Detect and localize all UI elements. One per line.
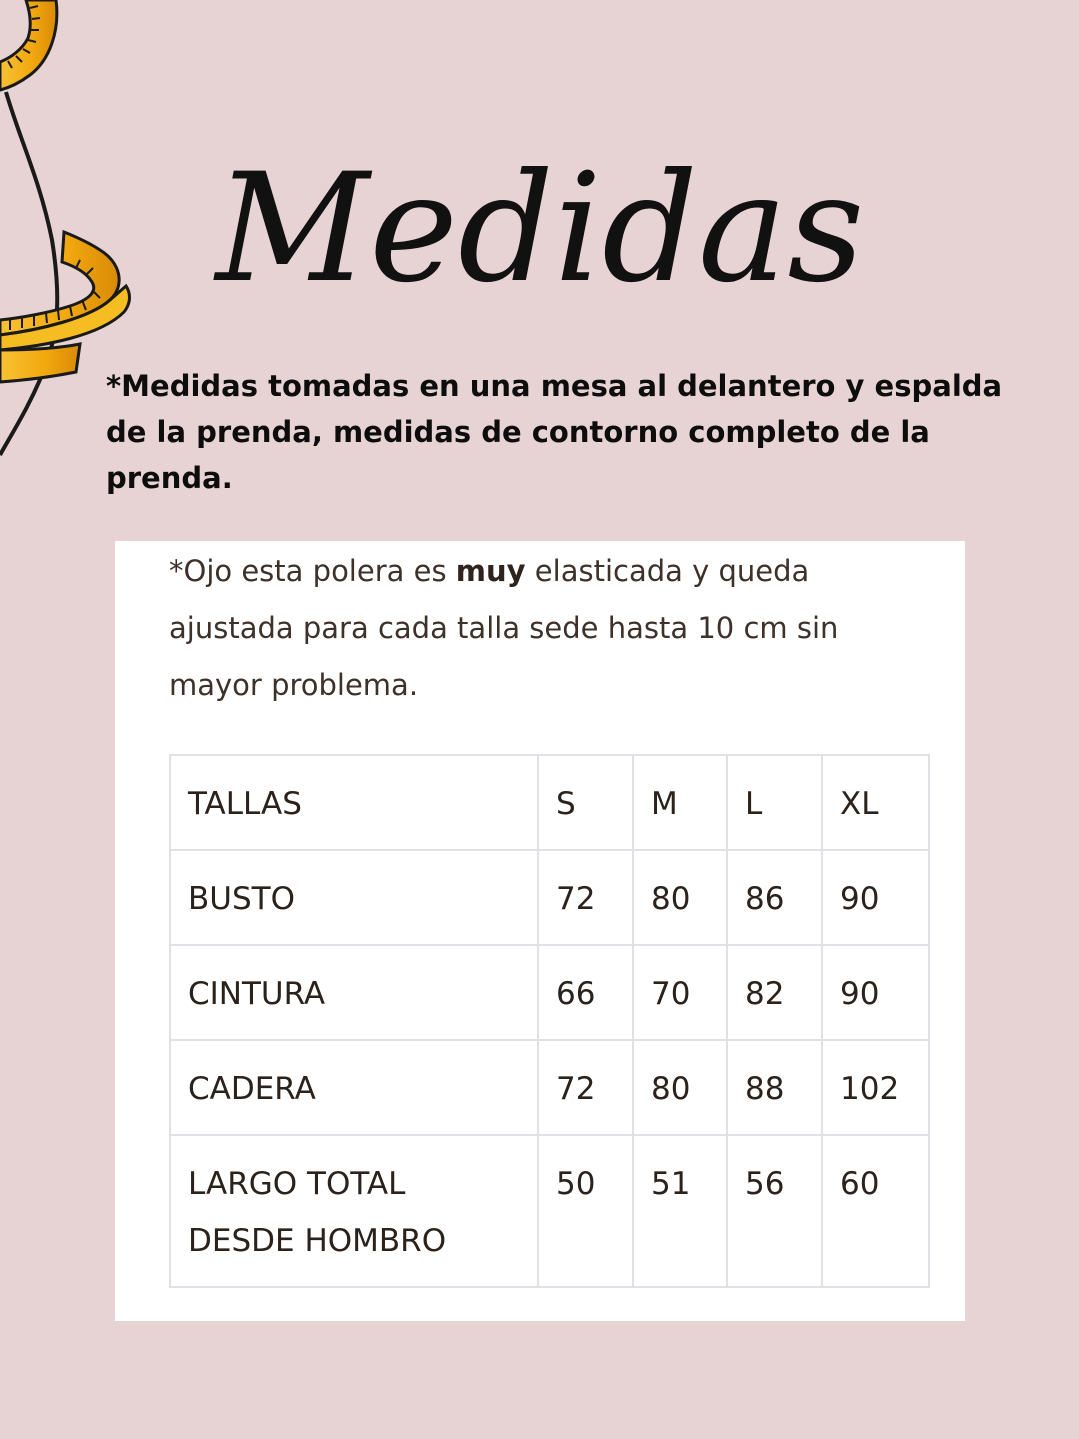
size-chart-panel xyxy=(115,541,965,1321)
table-row-cintura xyxy=(170,945,929,1040)
table-cell: 66 xyxy=(538,945,633,1040)
page-title-text: Medidas xyxy=(215,142,865,316)
table-cell: 90 xyxy=(822,850,929,945)
table-cell: 51 xyxy=(633,1135,727,1287)
table-header-row xyxy=(170,755,929,850)
warning-emphasis: muy xyxy=(455,554,526,588)
table-row-busto xyxy=(170,850,929,945)
row-label: CADERA xyxy=(170,1040,538,1135)
table-row-largo-total xyxy=(170,1135,929,1287)
row-label: LARGO TOTAL DESDE HOMBRO xyxy=(170,1135,538,1287)
table-cell: 80 xyxy=(633,850,727,945)
row-label: BUSTO xyxy=(170,850,538,945)
page-title xyxy=(0,130,1079,320)
table-cell: 80 xyxy=(633,1040,727,1135)
table-row-cadera xyxy=(170,1040,929,1135)
elasticity-warning xyxy=(169,543,929,714)
size-table xyxy=(169,754,930,1288)
table-cell: 56 xyxy=(727,1135,822,1287)
warning-prefix: *Ojo esta polera es xyxy=(169,554,456,588)
warning-suffix: elasticada y queda ajustada para cada talla sede hasta 10 cm sin mayor problema. xyxy=(169,554,839,702)
table-cell: 72 xyxy=(538,850,633,945)
table-cell: 50 xyxy=(538,1135,633,1287)
table-cell: 86 xyxy=(727,850,822,945)
table-cell: 82 xyxy=(727,945,822,1040)
measurement-note: *Medidas tomadas en una mesa al delantero y espalda de la prenda, medidas de contorno completo de la prenda. xyxy=(106,369,1003,495)
table-cell: 70 xyxy=(633,945,727,1040)
table-cell: 102 xyxy=(822,1040,929,1135)
table-cell: 72 xyxy=(538,1040,633,1135)
table-cell: 90 xyxy=(822,945,929,1040)
header-cell-l: L xyxy=(727,755,822,850)
table-cell: 88 xyxy=(727,1040,822,1135)
table-cell: 60 xyxy=(822,1135,929,1287)
header-cell-xl: XL xyxy=(822,755,929,850)
row-label: CINTURA xyxy=(170,945,538,1040)
header-cell-s: S xyxy=(538,755,633,850)
header-cell-m: M xyxy=(633,755,727,850)
header-cell-tallas: TALLAS xyxy=(170,755,538,850)
